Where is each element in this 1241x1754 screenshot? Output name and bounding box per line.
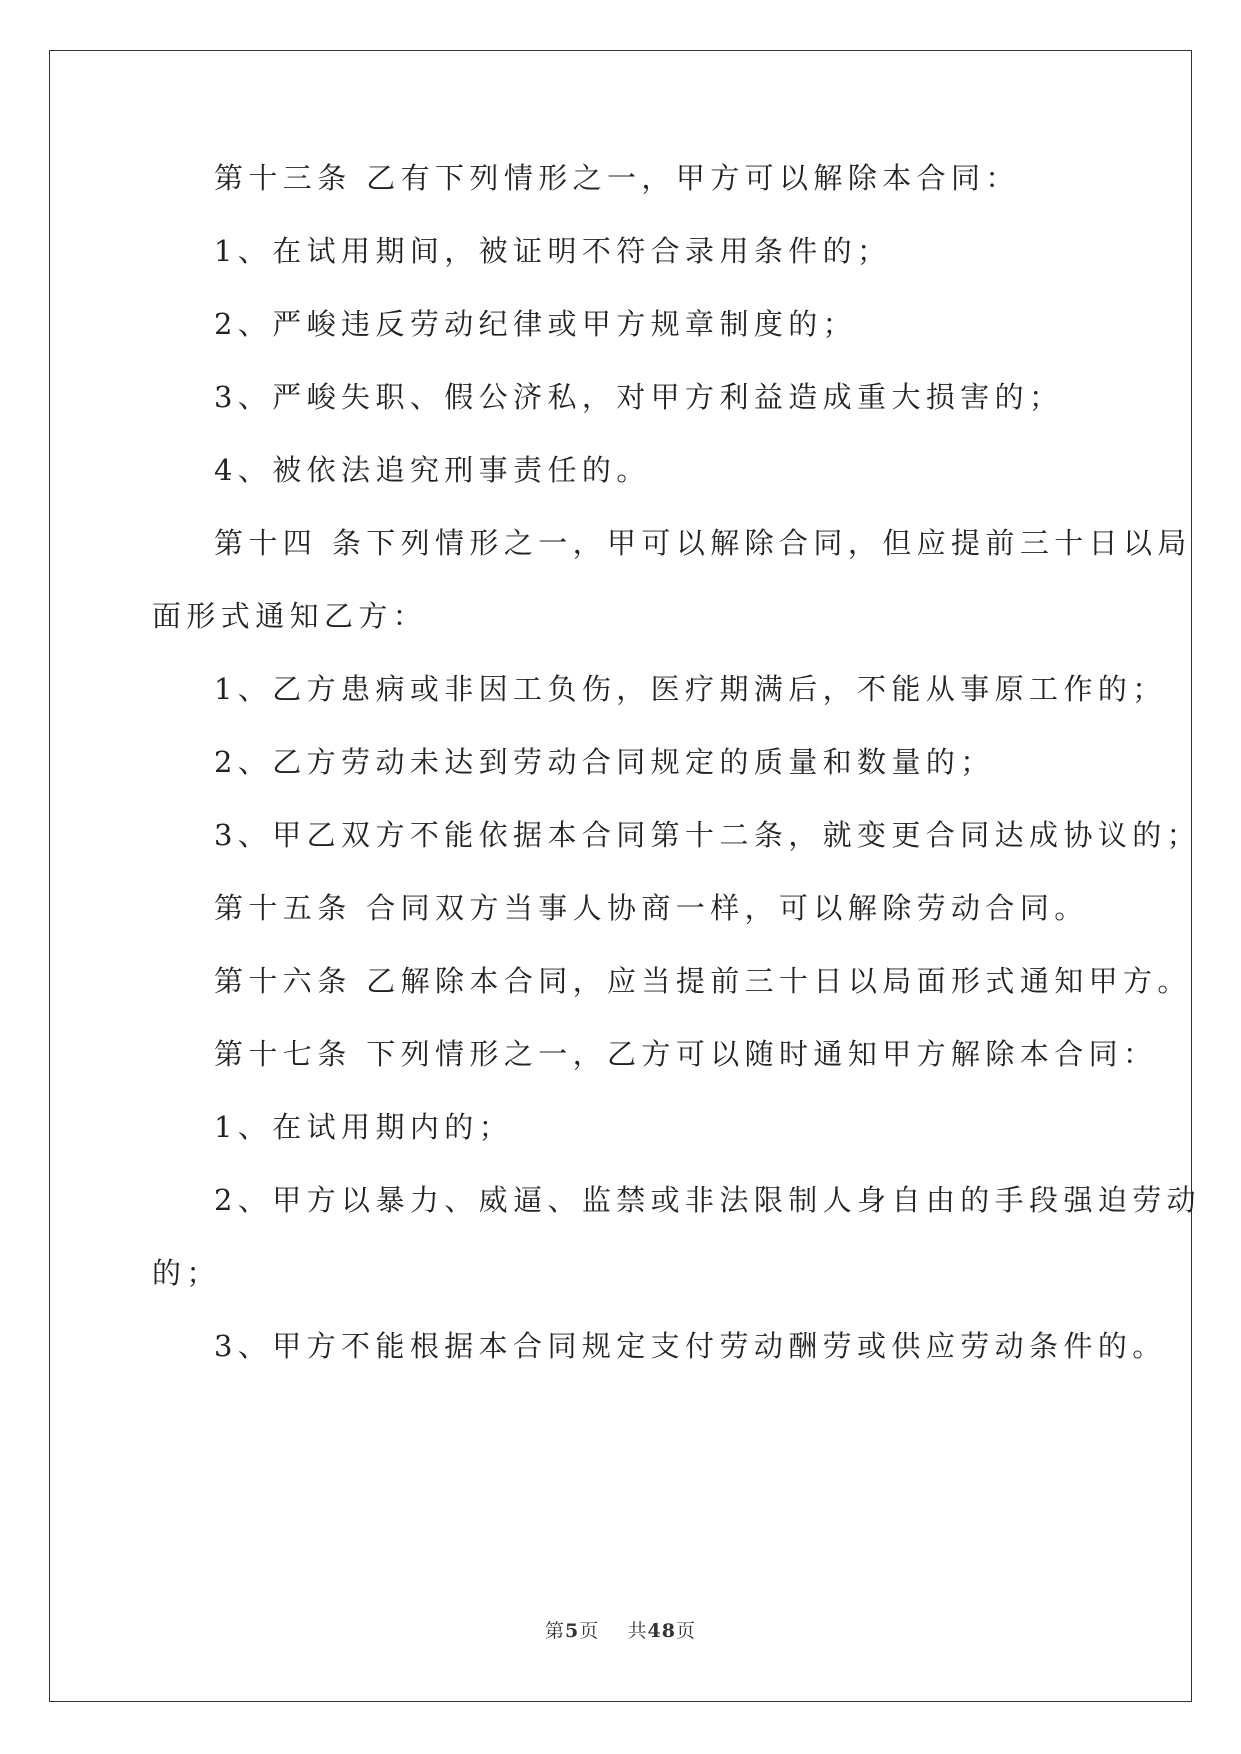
paragraph-line: 的； [152, 1256, 221, 1290]
page-number: 5 [565, 1620, 580, 1642]
page-border [49, 50, 1192, 1702]
paragraph-line: 第十四 条下列情形之一，甲可以解除合同，但应提前三十日以局 [214, 526, 1192, 560]
paragraph-line: 1、在试用期间，被证明不符合录用条件的； [214, 234, 892, 268]
paragraph-line: 3、甲乙双方不能依据本合同第十二条，就变更合同达成协议的； [214, 818, 1202, 852]
paragraph-line: 3、严峻失职、假公济私，对甲方利益造成重大损害的； [214, 380, 1064, 414]
paragraph-line: 第十三条 乙有下列情形之一，甲方可以解除本合同： [214, 161, 1020, 195]
paragraph-line: 2、严峻违反劳动纪律或甲方规章制度的； [214, 307, 858, 341]
paragraph-line: 第十七条 下列情形之一，乙方可以随时通知甲方解除本合同： [214, 1037, 1158, 1071]
paragraph-line: 2、甲方以暴力、威逼、监禁或非法限制人身自由的手段强迫劳动 [214, 1183, 1202, 1217]
paragraph-line: 第十六条 乙解除本合同，应当提前三十日以局面形式通知甲方。 [214, 964, 1192, 998]
total-prefix: 共 [627, 1620, 648, 1642]
page-suffix: 页 [579, 1620, 600, 1642]
paragraph-line: 2、乙方劳动未达到劳动合同规定的质量和数量的； [214, 745, 995, 779]
paragraph-line: 4、被依法追究刑事责任的。 [214, 453, 651, 487]
total-suffix: 页 [675, 1620, 696, 1642]
page-footer [0, 1616, 1241, 1643]
page-prefix: 第 [545, 1620, 566, 1642]
paragraph-line: 面形式通知乙方： [152, 599, 428, 633]
paragraph-line: 3、甲方不能根据本合同规定支付劳动酬劳或供应劳动条件的。 [214, 1329, 1167, 1363]
paragraph-line: 1、在试用期内的； [214, 1110, 514, 1144]
paragraph-line: 1、乙方患病或非因工负伤，医疗期满后，不能从事原工作的； [214, 672, 1167, 706]
total-pages: 48 [647, 1620, 676, 1642]
paragraph-line: 第十五条 合同双方当事人协商一样，可以解除劳动合同。 [214, 891, 1089, 925]
